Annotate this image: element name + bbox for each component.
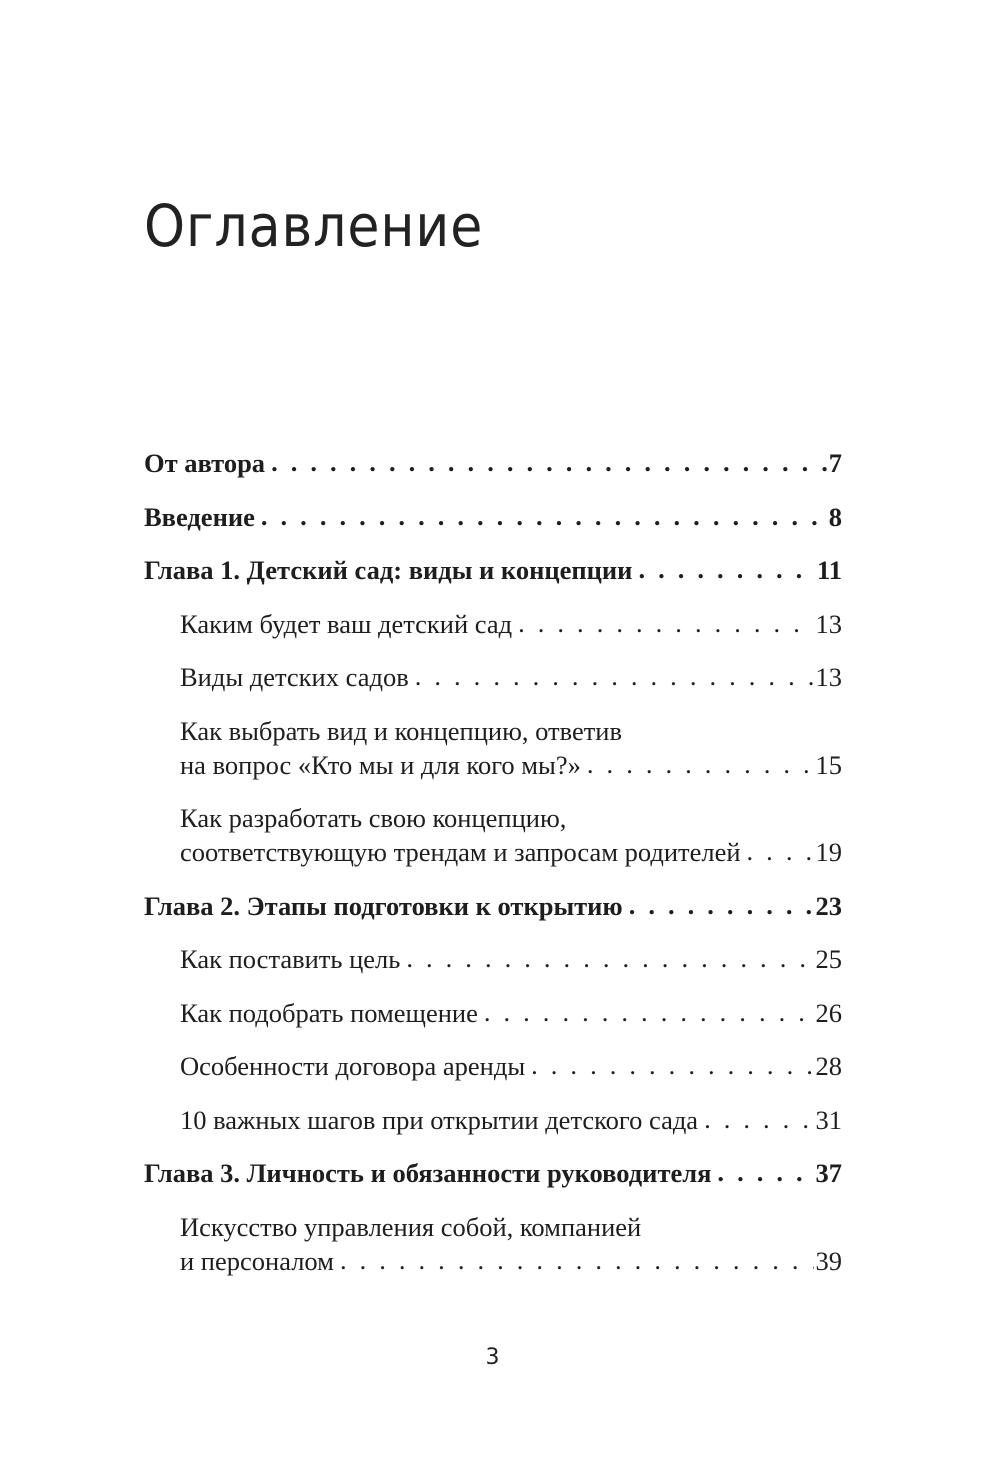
page-number: 3 [485, 1345, 500, 1370]
toc-entry-introduction[interactable] [144, 500, 842, 534]
toc-entry-section[interactable] [144, 996, 842, 1030]
toc-entry-page: 37 [815, 1158, 842, 1188]
toc-entry-label: Глава 3. Личность и обязанности руководителя [144, 1158, 712, 1188]
dot-leader [638, 552, 815, 586]
toc-entry-page: 13 [815, 608, 842, 639]
toc-entry-section[interactable] [144, 1049, 842, 1083]
toc-entry-section[interactable] [144, 801, 842, 869]
dot-leader [629, 888, 814, 922]
toc-entry-label: соответствующую трендам и запросам родителей [180, 837, 741, 867]
toc-entry-page: 26 [815, 997, 842, 1028]
toc-entry-label-line1: Искусство управления собой, компанией [180, 1211, 642, 1242]
toc-entry-page: 7 [828, 448, 842, 478]
table-of-contents [144, 446, 842, 1297]
toc-entry-label: От автора [144, 448, 266, 478]
toc-entry-page: 31 [815, 1104, 842, 1135]
toc-entry-page: 13 [815, 662, 842, 692]
dot-leader [587, 747, 814, 781]
toc-entry-label: Глава 2. Этапы подготовки к открытию [144, 890, 623, 921]
dot-leader [518, 606, 813, 640]
toc-entry-label: и персоналом [180, 1245, 334, 1276]
toc-entry-from-author[interactable] [144, 446, 842, 480]
toc-entry-label: Особенности договора аренды [180, 1051, 526, 1081]
dot-leader [747, 834, 814, 868]
dot-leader [406, 941, 813, 975]
toc-entry-label: Каким будет ваш детский сад [180, 608, 513, 639]
toc-entry-label: на вопрос «Кто мы и для кого мы?» [180, 749, 581, 780]
toc-entry-chapter-3[interactable] [144, 1156, 842, 1190]
dot-leader [704, 1102, 813, 1136]
toc-entry-page: 39 [815, 1245, 842, 1276]
toc-entry-label: Виды детских садов [180, 662, 409, 692]
toc-entry-section[interactable] [144, 1210, 842, 1278]
toc-entry-label: 10 важных шагов при открытии детского сада [180, 1104, 699, 1135]
toc-entry-page: 15 [815, 749, 842, 780]
toc-entry-section[interactable] [144, 660, 842, 694]
toc-entry-chapter-2[interactable] [144, 889, 842, 923]
toc-entry-chapter-1[interactable] [144, 553, 842, 587]
toc-entry-section[interactable] [144, 942, 842, 976]
toc-entry-label: Глава 1. Детский сад: виды и концепции [144, 555, 633, 585]
toc-entry-label-line1: Как разработать свою концепцию, [180, 803, 567, 833]
dot-leader [271, 445, 827, 479]
toc-entry-section[interactable] [144, 607, 842, 641]
dot-leader [531, 1048, 813, 1082]
toc-entry-page: 28 [815, 1051, 842, 1081]
toc-entry-label-line1: Как выбрать вид и концепцию, ответив [180, 715, 622, 746]
toc-entry-page: 23 [815, 890, 842, 921]
dot-leader [415, 659, 814, 693]
dot-leader [261, 499, 827, 533]
dot-leader [484, 995, 814, 1029]
toc-entry-label: Как подобрать помещение [180, 997, 478, 1028]
toc-entry-page: 25 [815, 944, 842, 974]
toc-entry-label: Введение [144, 501, 255, 532]
toc-entry-page: 11 [816, 555, 842, 585]
toc-entry-page: 19 [815, 837, 842, 867]
page-title: Оглавление [144, 192, 484, 260]
toc-entry-label: Как поставить цель [180, 944, 401, 974]
toc-entry-section[interactable] [144, 714, 842, 782]
dot-leader [717, 1155, 813, 1189]
dot-leader [340, 1243, 814, 1277]
toc-entry-section[interactable] [144, 1103, 842, 1137]
toc-entry-page: 8 [828, 501, 842, 532]
